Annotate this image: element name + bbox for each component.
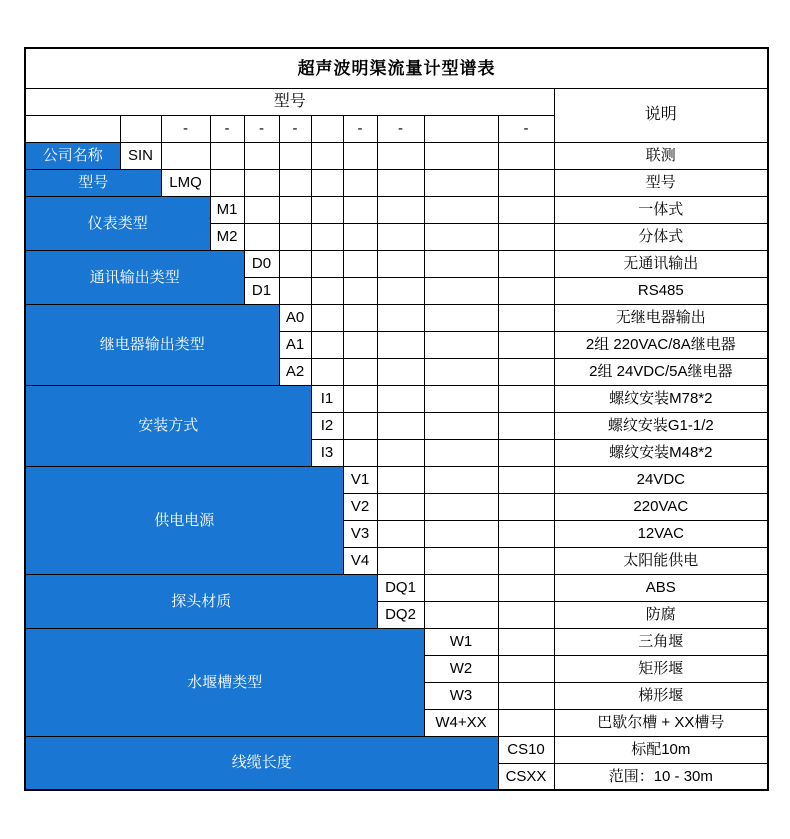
code-cell: CS10: [498, 736, 554, 763]
empty-cell: [498, 169, 554, 196]
empty-cell: [377, 250, 424, 277]
desc-cell: 220VAC: [554, 493, 768, 520]
dash-cell: [120, 115, 161, 142]
section-label-comm-output: 通讯输出类型: [25, 250, 244, 304]
section-label-installation: 安装方式: [25, 385, 311, 466]
desc-cell: 矩形堰: [554, 655, 768, 682]
empty-cell: [424, 601, 498, 628]
dash-cell: -: [279, 115, 311, 142]
table-row: [25, 466, 768, 493]
dash-cell: -: [161, 115, 210, 142]
empty-cell: [424, 169, 498, 196]
empty-cell: [498, 412, 554, 439]
section-label-power-supply: 供电电源: [25, 466, 343, 574]
empty-cell: [244, 142, 279, 169]
empty-cell: [244, 169, 279, 196]
empty-cell: [498, 547, 554, 574]
code-cell: W4+XX: [424, 709, 498, 736]
table-row: [25, 169, 768, 196]
empty-cell: [377, 466, 424, 493]
code-cell: W3: [424, 682, 498, 709]
code-cell: A2: [279, 358, 311, 385]
code-cell: A0: [279, 304, 311, 331]
code-cell: DQ1: [377, 574, 424, 601]
desc-cell: 无通讯输出: [554, 250, 768, 277]
desc-cell: 标配10m: [554, 736, 768, 763]
empty-cell: [343, 196, 377, 223]
code-cell: DQ2: [377, 601, 424, 628]
empty-cell: [498, 385, 554, 412]
desc-cell: 螺纹安装M48*2: [554, 439, 768, 466]
desc-cell: 分体式: [554, 223, 768, 250]
empty-cell: [343, 412, 377, 439]
desc-cell: 巴歇尔槽 + XX槽号: [554, 709, 768, 736]
empty-cell: [311, 223, 343, 250]
desc-cell: 型号: [554, 169, 768, 196]
desc-cell: 螺纹安装G1-1/2: [554, 412, 768, 439]
section-label-cable-length: 线缆长度: [25, 736, 498, 790]
desc-cell: 梯形堰: [554, 682, 768, 709]
section-label-probe-material: 探头材质: [25, 574, 377, 628]
code-cell: M2: [210, 223, 244, 250]
empty-cell: [343, 277, 377, 304]
empty-cell: [343, 223, 377, 250]
empty-cell: [377, 331, 424, 358]
empty-cell: [424, 331, 498, 358]
code-cell: V4: [343, 547, 377, 574]
header-row: [25, 88, 768, 115]
empty-cell: [424, 547, 498, 574]
desc-cell: 太阳能供电: [554, 547, 768, 574]
empty-cell: [424, 358, 498, 385]
empty-cell: [377, 358, 424, 385]
dash-cell: [311, 115, 343, 142]
empty-cell: [377, 142, 424, 169]
empty-cell: [498, 574, 554, 601]
dash-cell: [424, 115, 498, 142]
empty-cell: [279, 223, 311, 250]
code-cell: D0: [244, 250, 279, 277]
desc-cell: 联测: [554, 142, 768, 169]
empty-cell: [498, 520, 554, 547]
empty-cell: [279, 277, 311, 304]
empty-cell: [498, 601, 554, 628]
empty-cell: [424, 439, 498, 466]
table-row: [25, 385, 768, 412]
table-row: [25, 574, 768, 601]
empty-cell: [498, 358, 554, 385]
empty-cell: [498, 466, 554, 493]
empty-cell: [377, 520, 424, 547]
empty-cell: [279, 196, 311, 223]
empty-cell: [343, 385, 377, 412]
code-cell: W1: [424, 628, 498, 655]
dash-cell: -: [244, 115, 279, 142]
empty-cell: [498, 277, 554, 304]
code-cell: W2: [424, 655, 498, 682]
code-cell: D1: [244, 277, 279, 304]
empty-cell: [498, 682, 554, 709]
empty-cell: [377, 547, 424, 574]
empty-cell: [424, 385, 498, 412]
section-label-meter-type: 仪表类型: [25, 196, 210, 250]
section-label-model: 型号: [25, 169, 161, 196]
desc-cell: 24VDC: [554, 466, 768, 493]
dash-cell: -: [343, 115, 377, 142]
dash-cell: -: [377, 115, 424, 142]
desc-cell: ABS: [554, 574, 768, 601]
section-label-weir-type: 水堰槽类型: [25, 628, 424, 736]
model-spectrum-table: [24, 47, 769, 791]
table-row: [25, 628, 768, 655]
empty-cell: [343, 358, 377, 385]
empty-cell: [498, 250, 554, 277]
empty-cell: [377, 412, 424, 439]
empty-cell: [424, 412, 498, 439]
code-cell: I1: [311, 385, 343, 412]
page-title: 超声波明渠流量计型谱表: [25, 48, 768, 88]
code-cell: V1: [343, 466, 377, 493]
empty-cell: [424, 493, 498, 520]
empty-cell: [498, 196, 554, 223]
empty-cell: [311, 196, 343, 223]
empty-cell: [343, 142, 377, 169]
empty-cell: [279, 250, 311, 277]
empty-cell: [424, 223, 498, 250]
desc-cell: 12VAC: [554, 520, 768, 547]
empty-cell: [377, 385, 424, 412]
code-cell: V2: [343, 493, 377, 520]
empty-cell: [311, 331, 343, 358]
empty-cell: [377, 169, 424, 196]
table-row: [25, 304, 768, 331]
title-row: [25, 48, 768, 88]
desc-cell: 2组 220VAC/8A继电器: [554, 331, 768, 358]
dash-cell: -: [498, 115, 554, 142]
model-header-cell: 型号: [25, 88, 554, 115]
empty-cell: [311, 142, 343, 169]
empty-cell: [244, 196, 279, 223]
desc-cell: 三角堰: [554, 628, 768, 655]
code-cell: A1: [279, 331, 311, 358]
empty-cell: [377, 196, 424, 223]
empty-cell: [498, 142, 554, 169]
empty-cell: [498, 493, 554, 520]
empty-cell: [311, 358, 343, 385]
empty-cell: [424, 574, 498, 601]
desc-cell: 一体式: [554, 196, 768, 223]
empty-cell: [424, 142, 498, 169]
code-cell: I3: [311, 439, 343, 466]
empty-cell: [424, 196, 498, 223]
empty-cell: [377, 493, 424, 520]
desc-cell: RS485: [554, 277, 768, 304]
empty-cell: [498, 628, 554, 655]
empty-cell: [161, 142, 210, 169]
desc-cell: 范围：10 - 30m: [554, 763, 768, 790]
section-label-company: 公司名称: [25, 142, 120, 169]
empty-cell: [343, 304, 377, 331]
empty-cell: [311, 169, 343, 196]
empty-cell: [424, 466, 498, 493]
empty-cell: [498, 331, 554, 358]
empty-cell: [377, 304, 424, 331]
empty-cell: [311, 304, 343, 331]
desc-cell: 无继电器输出: [554, 304, 768, 331]
dash-cell: [25, 115, 120, 142]
empty-cell: [311, 250, 343, 277]
table-row: [25, 196, 768, 223]
table-row: [25, 736, 768, 763]
empty-cell: [343, 169, 377, 196]
code-cell: I2: [311, 412, 343, 439]
desc-cell: 2组 24VDC/5A继电器: [554, 358, 768, 385]
empty-cell: [343, 250, 377, 277]
desc-cell: 防腐: [554, 601, 768, 628]
empty-cell: [498, 439, 554, 466]
empty-cell: [498, 709, 554, 736]
empty-cell: [377, 223, 424, 250]
empty-cell: [498, 223, 554, 250]
empty-cell: [498, 655, 554, 682]
empty-cell: [377, 439, 424, 466]
empty-cell: [498, 304, 554, 331]
code-cell: V3: [343, 520, 377, 547]
empty-cell: [424, 520, 498, 547]
table-row: [25, 142, 768, 169]
section-label-relay-output: 继电器输出类型: [25, 304, 279, 385]
empty-cell: [424, 250, 498, 277]
empty-cell: [279, 169, 311, 196]
code-cell: CSXX: [498, 763, 554, 790]
description-header-cell: 说明: [554, 88, 768, 142]
empty-cell: [377, 277, 424, 304]
empty-cell: [311, 277, 343, 304]
code-cell: LMQ: [161, 169, 210, 196]
desc-cell: 螺纹安装M78*2: [554, 385, 768, 412]
dash-cell: -: [210, 115, 244, 142]
code-cell: SIN: [120, 142, 161, 169]
empty-cell: [343, 331, 377, 358]
empty-cell: [244, 223, 279, 250]
empty-cell: [424, 277, 498, 304]
empty-cell: [343, 439, 377, 466]
empty-cell: [210, 169, 244, 196]
empty-cell: [279, 142, 311, 169]
empty-cell: [210, 142, 244, 169]
empty-cell: [424, 304, 498, 331]
code-cell: M1: [210, 196, 244, 223]
table-row: [25, 250, 768, 277]
